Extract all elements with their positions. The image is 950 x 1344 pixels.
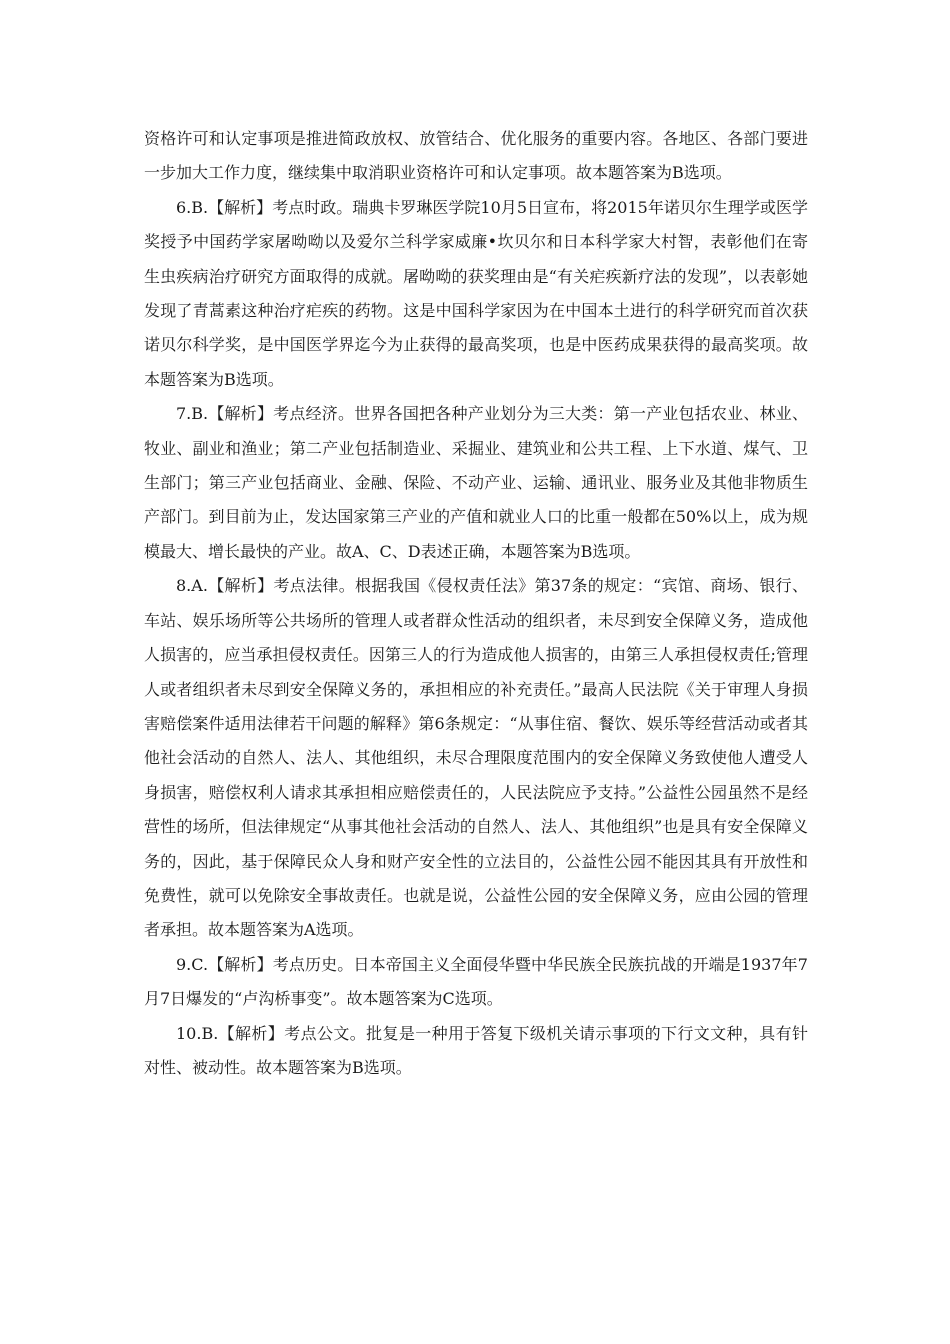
paragraph-answer-7: 7.B.【解析】考点经济。世界各国把各种产业划分为三大类：第一产业包括农业、林业、牧业、副业和渔业；第二产业包括制造业、采掘业、建筑业和公共工程、上下水道、煤气、卫生部门；第三产业包括商业、金融、保险、不动产业、运输、通讯业、服务业及其他非物质生产部门。到目前为止，发达国家第三产业的产值和就业人口的比重一般都在50%以上，成为规模最大、增长最快的产业。故A、C、D表述正确，本题答案为B选项。 xyxy=(144,404,808,561)
document-body xyxy=(144,122,808,1085)
paragraph-answer-6: 6.B.【解析】考点时政。瑞典卡罗琳医学院10月5日宣布，将2015年诺贝尔生理学或医学奖授予中国药学家屠呦呦以及爱尔兰科学家威廉•坎贝尔和日本科学家大村智，表彰他们在寄生虫疾病治疗研究方面取得的成就。屠呦呦的获奖理由是“有关疟疾新疗法的发现”，以表彰她发现了青蒿素这种治疗疟疾的药物。这是中国科学家因为在中国本土进行的科学研究而首次获诺贝尔科学奖，是中国医学界迄今为止获得的最高奖项，也是中医药成果获得的最高奖项。故本题答案为B选项。 xyxy=(144,197,808,389)
paragraph-answer-9: 9.C.【解析】考点历史。日本帝国主义全面侵华暨中华民族全民族抗战的开端是1937年7月7日爆发的“卢沟桥事变”。故本题答案为C选项。 xyxy=(144,954,808,1009)
paragraph-answer-8: 8.A.【解析】考点法律。根据我国《侵权责任法》第37条的规定：“宾馆、商场、银行、车站、娱乐场所等公共场所的管理人或者群众性活动的组织者，未尽到安全保障义务，造成他人损害的，应当承担侵权责任。因第三人的行为造成他人损害的，由第三人承担侵权责任;管理人或者组织者未尽到安全保障义务的，承担相应的补充责任。”最高人民法院《关于审理人身损害赔偿案件适用法律若干问题的解释》第6条规定：“从事住宿、餐饮、娱乐等经营活动或者其他社会活动的自然人、法人、其他组织，未尽合理限度范围内的安全保障义务致使他人遭受人身损害，赔偿权利人请求其承担相应赔偿责任的，人民法院应予支持。”公益性公园虽然不是经营性的场所，但法律规定“从事其他社会活动的自然人、法人、其他组织”也是具有安全保障义务的，因此，基于保障民众人身和财产安全性的立法目的，公益性公园不能因其具有开放性和免费性，就可以免除安全事故责任。也就是说，公益性公园的安全保障义务，应由公园的管理者承担。故本题答案为A选项。 xyxy=(144,576,808,940)
paragraph-answer-10: 10.B.【解析】考点公文。批复是一种用于答复下级机关请示事项的下行文文种，具有针对性、被动性。故本题答案为B选项。 xyxy=(144,1023,808,1077)
paragraph-continuation: 资格许可和认定事项是推进简政放权、放管结合、优化服务的重要内容。各地区、各部门要进一步加大工作力度，继续集中取消职业资格许可和认定事项。故本题答案为B选项。 xyxy=(144,129,808,183)
